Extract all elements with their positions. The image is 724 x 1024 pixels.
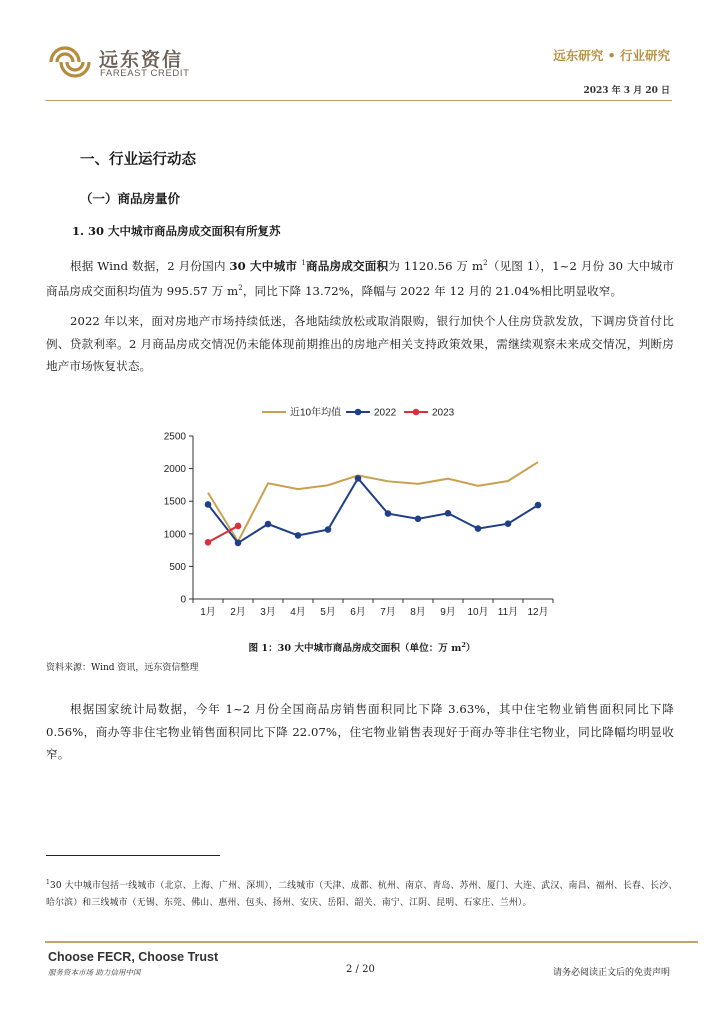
p1-text-e: （见图 1），1~2 月份 30 大中城市商品房成交面积均值为 995.57 万 m <box>46 258 675 299</box>
footer-slogan: 服务资本市场 助力信用中国 <box>48 968 141 977</box>
fareast-logo-icon <box>45 42 95 82</box>
legend-label: 2022 <box>374 407 397 419</box>
figure-source: 资料来源：Wind 资讯，远东资信整理 <box>46 663 199 673</box>
line-chart <box>150 400 570 632</box>
caption-sup: 2 <box>461 640 466 649</box>
data-point <box>265 521 272 528</box>
data-point <box>295 532 302 539</box>
x-tick-label: 3月 <box>260 607 276 618</box>
caption-text: 图 1：30 大中城市商品房成交面积（单位：万 m <box>248 643 462 654</box>
chart-series <box>205 462 542 546</box>
page-number: 2 / 20 <box>346 964 375 975</box>
section-heading: 一、行业运行动态 <box>80 152 196 168</box>
subsection-heading: （一）商品房量价 <box>80 191 181 206</box>
footnote-ref[interactable]: 1 <box>301 259 306 267</box>
y-tick-label: 2000 <box>163 464 186 476</box>
x-tick-label: 7月 <box>380 607 396 618</box>
logo-name-cn: 远东资信 <box>99 49 184 71</box>
x-tick-label: 1月 <box>200 607 216 618</box>
x-tick-label: 4月 <box>290 607 306 618</box>
topic-heading: 1. 30 大中城市商品房成交面积有所复苏 <box>72 224 281 238</box>
caption-close: ） <box>465 643 476 654</box>
footer-disclaimer[interactable]: 请务必阅读正文后的免责声明 <box>552 968 670 978</box>
footnote-rule <box>46 855 220 856</box>
header-title: 远东研究 • 行业研究 <box>553 48 670 63</box>
x-tick-label: 6月 <box>350 607 366 618</box>
p1-text-f: ，同比下降 13.72%，降幅与 2022 年 12 月的 21.04%相比明显收窄。 <box>242 284 623 299</box>
logo-name-en: FAREAST CREDIT <box>100 68 190 79</box>
y-tick-label: 1500 <box>163 496 186 508</box>
p1-sup2: 2 <box>238 284 243 293</box>
x-tick-label: 2月 <box>230 607 246 618</box>
legend-marker <box>413 409 420 416</box>
footnote-marker: 1 <box>46 879 51 886</box>
paragraph-1 <box>46 252 674 303</box>
legend-label: 2023 <box>432 407 455 419</box>
p1-bold-area: 商品房成交面积 <box>305 258 389 273</box>
x-tick-label: 8月 <box>410 607 426 618</box>
footnote <box>46 874 678 912</box>
footer-brand: Choose FECR, Choose Trust <box>48 950 219 964</box>
series-line <box>208 478 538 543</box>
data-point <box>325 526 332 533</box>
data-point <box>205 539 212 546</box>
data-point <box>535 502 542 509</box>
y-tick-label: 1000 <box>163 529 186 541</box>
y-tick-label: 2500 <box>163 431 186 443</box>
header-date: 2023 年 3 月 20 日 <box>583 86 670 96</box>
paragraph-3: 根据国家统计局数据，今年 1~2 月份全国商品房销售面积同比下降 3.63%，其中住宅物业销售面积同比下降 0.56%，商办等非住宅物业销售面积同比下降 22.07%，住宅物业销售表现好于商办等非住宅物业，同比降幅均明显收窄。 <box>46 702 674 761</box>
data-point <box>445 510 452 517</box>
p1-text-d: 为 1120.56 万 m <box>388 258 484 273</box>
p1-text-a: 根据 Wind 数据，2 月份国内 <box>70 258 230 273</box>
figure-caption <box>0 640 724 654</box>
data-point <box>505 520 512 527</box>
x-tick-label: 9月 <box>440 607 456 618</box>
footer-rule <box>45 941 698 943</box>
x-tick-label: 12月 <box>527 607 549 618</box>
data-point <box>235 540 242 547</box>
logo <box>45 42 95 82</box>
x-tick-label: 10月 <box>467 607 489 618</box>
data-point <box>355 475 362 482</box>
data-point <box>385 510 392 517</box>
data-point <box>415 516 422 523</box>
x-tick-label: 11月 <box>497 607 519 618</box>
chart-legend <box>262 406 455 419</box>
chart-axes <box>164 432 553 619</box>
footnote-text: 30 大中城市包括一线城市（北京、上海、广州、深圳），二线城市（天津、成都、杭州、南京、青岛、苏州、厦门、大连、武汉、南昌、福州、长春、长沙、哈尔滨）和三线城市（无锡、东莞、佛山、惠州、包头、扬州、安庆、岳阳、韶关、南宁、江阴、昆明、石家庄、兰州）。 <box>46 880 678 908</box>
data-point <box>205 501 212 508</box>
p1-bold-cities: 30 大中城市 <box>229 258 302 273</box>
paragraph-2: 2022 年以来，面对房地产市场持续低迷，各地陆续放松或取消限购，银行加快个人住房贷款发放，下调房贷首付比例、贷款利率。2 月商品房成交情况仍未能体现前期推出的房地产相关支持政策效果，需继续观察未来成交情况，判断房地产市场恢复状态。 <box>46 314 674 373</box>
p1-sup: 2 <box>483 259 488 267</box>
header-rule <box>45 100 672 101</box>
legend-label: 近10年均值 <box>290 407 342 419</box>
x-tick-label: 5月 <box>320 607 336 618</box>
y-tick-label: 0 <box>180 594 186 606</box>
data-point <box>235 523 242 530</box>
y-tick-label: 500 <box>169 561 186 573</box>
series-2 <box>205 475 542 546</box>
legend-marker <box>355 409 362 416</box>
data-point <box>475 525 482 532</box>
